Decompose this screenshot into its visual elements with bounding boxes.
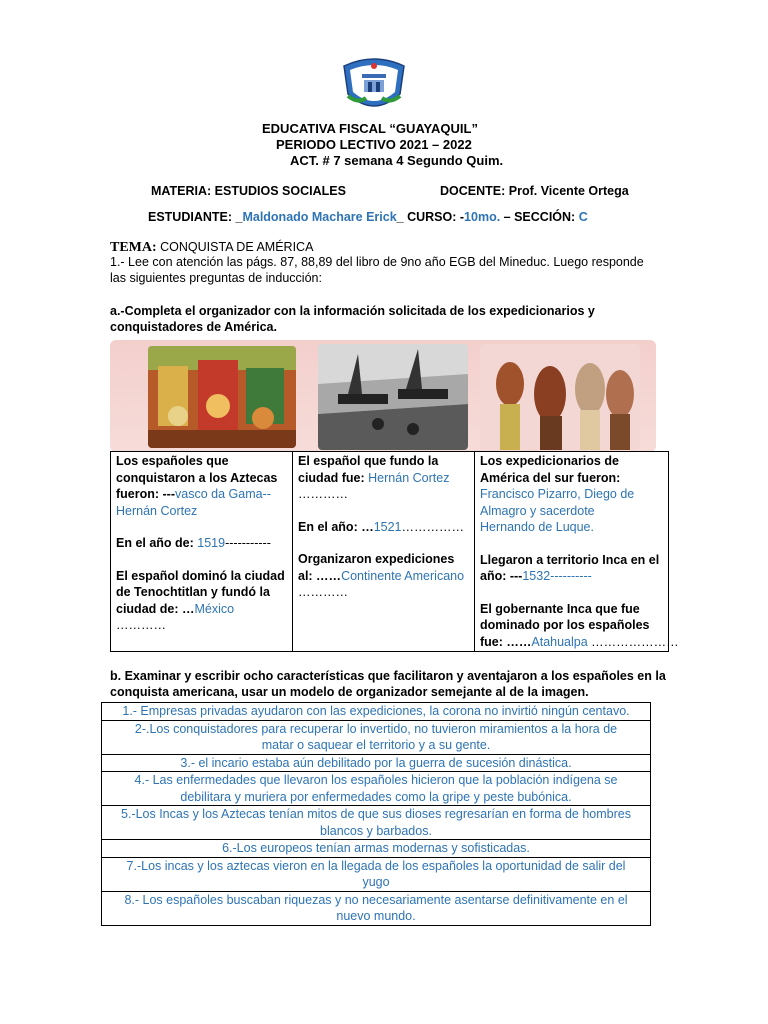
cell-text: En el año: … [298,519,374,534]
activity-title: ACT. # 7 semana 4 Segundo Quim. [290,153,504,168]
illustration-strip [110,340,656,452]
organizer-cell-south-america [475,452,679,652]
table-row [102,772,651,806]
school-period: PERIODO LECTIVO 2021 – 2022 [276,137,472,152]
answer-text: Almagro y sacerdote [480,503,595,518]
student-line [148,210,588,224]
cell-text: ………… [298,585,348,599]
question-a-line-2: conquistadores de América. [110,320,277,334]
characteristic-cell [102,840,651,858]
cell-text: dominado por los españoles [480,618,650,632]
table-row [102,840,651,858]
school-crest-icon [338,54,410,114]
characteristic-text: 3.- el incario estaba aún debilitado por la guerra de sucesión dinástica. [180,755,572,770]
cell-text: El gobernante Inca que fue [480,601,640,616]
characteristic-text: 4.- Las enfermedades que llevaron los españoles hicieron que la población indígena se [134,773,618,787]
curso-pre: - [459,210,465,224]
characteristic-text: debilitara y muriera por enfermedades como la gripe y peste bubónica. [180,789,572,804]
question-b-line-1: b. Examinar y escribir ocho características que facilitaron y aventajaron a los españoles en la [110,669,666,683]
characteristic-cell [102,806,651,840]
tema-value: CONQUISTA DE AMÉRICA [156,240,314,254]
characteristic-text: blancos y barbados. [320,823,432,838]
ships-landing-image [318,344,468,450]
answer-text: México [194,601,235,616]
curso-value: 10mo. [464,210,501,224]
estudiante-label: ESTUDIANTE: [148,210,236,224]
cell-text: ………… [298,487,348,501]
cell-text: El español dominó la ciudad [116,568,285,583]
characteristic-text: 1.- Empresas privadas ayudaron con las expediciones, la corona no invirtió ningún centavo. [122,704,630,718]
inca-warriors-image [480,344,640,450]
table-row [102,891,651,925]
cell-text: ciudad fue: [298,470,369,485]
answer-text: 1521 [373,519,402,534]
characteristic-text: 6.-Los europeos tenían armas modernas y sofisticadas. [222,841,530,855]
question-b [110,668,666,700]
characteristic-text: yugo [362,875,390,889]
docente-label: DOCENTE: Prof. Vicente Ortega [440,184,629,198]
cell-text: ………………… [587,634,679,649]
characteristic-cell [102,720,651,754]
answer-text: Hernando de Luque. [480,520,594,534]
intro-text [110,254,644,286]
answer-text: vasco da Gama-- [175,487,271,501]
table-row [102,806,651,840]
estudiante-pre: _ [235,210,243,224]
cell-text: ………… [116,618,166,632]
cell-text: fue: …… [480,634,532,649]
table-row [111,452,669,652]
answer-text: 1519 [197,536,226,550]
table-row [102,857,651,891]
cell-text: El español que fundo la [298,454,439,468]
characteristic-cell [102,703,651,721]
answer-text: Continente Americano [341,568,465,583]
school-name: EDUCATIVA FISCAL “GUAYAQUIL” [262,121,478,136]
cell-text: Organizaron expediciones [298,552,455,566]
cell-text: conquistaron a los Aztecas [116,470,278,485]
cell-text: Los expedicionarios de [480,454,619,468]
question-b-line-2: conquista americana, usar un modelo de organizador semejante al de la imagen. [110,685,589,699]
cell-text: América del sur fueron: [480,470,621,485]
table-row [102,720,651,754]
cell-text: Los españoles que [116,454,229,468]
table-row [102,703,651,721]
answer-text: 1532 [522,569,551,583]
cell-text: Llegaron a territorio Inca en el [480,552,660,567]
organizer-cell-founder [293,452,475,652]
characteristic-text: 5.-Los Incas y los Aztecas tenían mitos de que sus dioses regresarían en forma de hombres [121,807,631,821]
cell-text: ---------- [550,569,592,583]
cell-text: año: --- [480,569,523,583]
seccion-value: C [578,210,588,224]
answer-text: Hernán Cortez [116,503,198,518]
characteristic-cell [102,754,651,772]
answer-text: Hernán Cortez [368,470,450,485]
estudiante-post: _ CURSO: [396,210,460,224]
characteristic-text: nuevo mundo. [336,909,416,923]
characteristic-text: 8.- Los españoles buscaban riquezas y no necesariamente asentarse definitivamente en el [124,892,628,907]
characteristic-text: 2-.Los conquistadores para recuperar lo invertido, no tuvieron miramientos a la hora de [134,721,618,736]
characteristic-cell [102,857,651,891]
question-a-line-1: a.-Completa el organizador con la información solicitada de los expedicionarios y [110,304,595,318]
cell-text: de Tenochtitlan y fundó la [116,585,270,599]
seccion-label: – SECCIÓN: [500,210,579,224]
answer-text: Atahualpa [531,634,588,649]
organizer-cell-aztecs [111,452,293,652]
intro-line-1: 1.- Lee con atención las págs. 87, 88,89 del libro de 9no año EGB del Mineduc. Luego responde [110,255,644,269]
characteristic-text: matar o saquear el territorio y a su gente. [261,738,491,752]
materia-label: MATERIA: ESTUDIOS SOCIALES [151,184,346,198]
question-a [110,303,595,335]
characteristics-table [101,702,651,926]
cell-text: ----------- [225,536,271,550]
characteristic-cell [102,891,651,925]
aztec-conquest-image [148,346,296,448]
tema-label: TEMA: [110,240,157,255]
characteristic-cell [102,772,651,806]
answer-text: Francisco Pizarro, Diego de [480,487,635,501]
intro-line-2: las siguientes preguntas de inducción: [110,271,322,285]
estudiante-value: Maldonado Machare Erick [242,210,397,224]
characteristic-text: 7.-Los incas y los aztecas vieron en la llegada de los españoles la oportunidad de salir del [126,858,626,873]
table-row [102,754,651,772]
organizer-table [110,451,679,652]
cell-text: ciudad de: … [116,601,195,616]
cell-text: En el año de: [116,536,198,550]
cell-text: …………… [401,519,465,534]
cell-text: fueron: --- [116,487,176,501]
cell-text: al: …… [298,568,342,583]
